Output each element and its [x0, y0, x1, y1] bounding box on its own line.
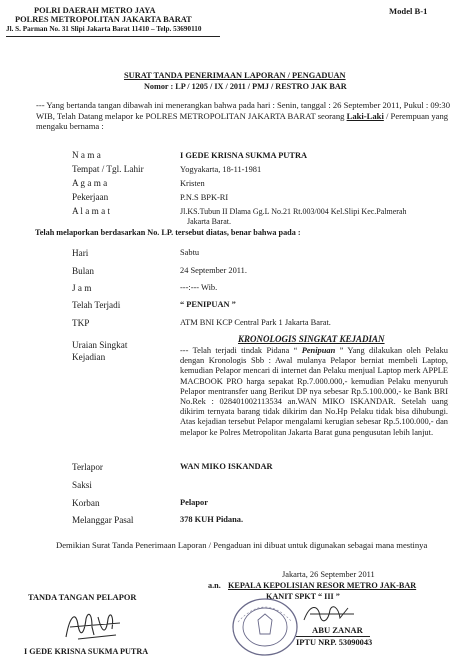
identity-value-birth: Yogyakarta, 18-11-1981	[180, 165, 262, 174]
event-label-occurred: Telah Terjadi	[72, 300, 121, 310]
intro-text: --- Yang bertanda tangan dibawah ini menerangkan bahwa pada hari : Senin, tanggal : 26 September 2011, Pukul : 09:30 WIB, Telah Datang melapor ke POLRES METROPOLITAN JAKARTA BARAT seorang	[36, 100, 450, 121]
identity-label-birth: Tempat / Tgl. Lahir	[72, 164, 144, 174]
report-statement: Telah melaporkan berdasarkan No. LP. tersebut diatas, benar bahwa pada :	[35, 228, 301, 237]
header-underline	[6, 36, 220, 37]
identity-label-religion: A g a m a	[72, 178, 108, 188]
identity-value-address: Jl.KS.Tubun II Dlama Gg.L No.21 Rt.003/004 Kel.Slipi Kec.Palmerah	[180, 207, 407, 216]
kronologis-paragraph	[180, 346, 448, 438]
party-value-pasal: 378 KUH Pidana.	[180, 515, 244, 524]
uraian-label-1: Uraian Singkat	[72, 340, 128, 350]
header-agency: POLRI DAERAH METRO JAYA	[34, 6, 156, 15]
header-address: Jl. S. Parman No. 31 Slipi Jakarta Barat 11410 – Telp. 53690110	[6, 25, 202, 33]
sign-an-title: KEPALA KEPOLISIAN RESOR METRO JAK-BAR	[228, 581, 417, 590]
sign-kanit: KANIT SPKT “ III ”	[266, 592, 340, 601]
sign-left-title: TANDA TANGAN PELAPOR	[28, 593, 137, 602]
header-unit: POLRES METROPOLITAN JAKARTA BARAT	[15, 15, 192, 24]
sign-place-date: Jakarta, 26 September 2011	[282, 570, 375, 579]
party-label-saksi: Saksi	[72, 480, 92, 490]
identity-value-address-2: Jakarta Barat.	[187, 217, 231, 226]
officer-signature	[300, 600, 360, 628]
uraian-label-2: Kejadian	[72, 352, 106, 362]
party-label-terlapor: Terlapor	[72, 462, 103, 472]
identity-label-job: Pekerjaan	[72, 192, 109, 202]
identity-label-name: N a m a	[72, 150, 101, 160]
event-value-time: ---:--- Wib.	[180, 283, 218, 292]
event-value-day: Sabtu	[180, 248, 200, 257]
reporter-name: I GEDE KRISNA SUKMA PUTRA	[24, 647, 149, 656]
closing-paragraph: Demikian Surat Tanda Penerimaan Laporan / Pengaduan ini dibuat untuk digunakan sebagai mana mestinya	[56, 540, 428, 550]
event-label-tkp: TKP	[72, 318, 90, 328]
officer-name: ABU ZANAR	[312, 625, 363, 635]
kronologis-crime: Penipuan	[301, 346, 336, 355]
sign-an-prefix: a.n.	[208, 581, 221, 590]
kronologis-start: --- Telah terjadi tindak Pidana “	[180, 346, 302, 355]
event-label-day: Hari	[72, 248, 89, 258]
identity-value-name: I GEDE KRISNA SUKMA PUTRA	[180, 151, 308, 160]
document-title: SURAT TANDA PENERIMAAN LAPORAN / PENGADUAN	[124, 71, 346, 80]
event-value-tkp: ATM BNI KCP Central Park 1 Jakarta Barat.	[180, 318, 331, 327]
official-stamp	[230, 596, 300, 658]
party-value-terlapor: WAN MIKO ISKANDAR	[180, 462, 273, 471]
reporter-signature	[58, 605, 128, 645]
identity-label-address: A l a m a t	[72, 206, 111, 216]
officer-id: IPTU NRP. 53090043	[296, 638, 373, 647]
gender-male: Laki-Laki	[346, 110, 384, 121]
event-value-occurred: “ PENIPUAN ”	[180, 300, 236, 309]
event-label-month: Bulan	[72, 266, 94, 276]
party-label-pasal: Melanggar Pasal	[72, 515, 134, 525]
intro-paragraph	[36, 100, 450, 132]
event-label-time: J a m	[72, 283, 92, 293]
officer-name-underline	[296, 636, 370, 637]
event-value-month: 24 September 2011.	[180, 266, 247, 275]
identity-value-job: P.N.S BPK-RI	[180, 193, 229, 202]
kronologis-heading: KRONOLOGIS SINGKAT KEJADIAN	[238, 334, 385, 344]
party-value-korban: Pelapor	[180, 498, 208, 507]
gender-rest: / Perempuan yang mengaku bernama :	[36, 110, 449, 132]
kronologis-body: ” Yang dilakukan oleh Pelaku dengan Kronologis Sbb : Awal mulanya Pelapor berniat membeli Laptop, kemudian Pelapor mencari di internet dan Pelaku menjual Laptop merk APPLE MACBOOK PRO harga sepakat Rp.7.000.000,- kemudian Pelaku menyuruh Pelapor mentransfer uang Berikut DP nya sebesar Rp.5.100.000,- ke Bank BRI No.Rek : 028401002113534 an.WAN MIKO ISKANDAR. Setelah uang dikirim ternyata barang tidak dikirim dan No.Hp Pelaku tidak bisa dihubungi. Atas kejadian tersebut Pelapor mengalami kerugian sebesar Rp.5.100.000,- dan melapor ke Polres Metropolitan Jakarta Barat guna pengusutan lebih lanjut.	[180, 346, 448, 437]
party-label-korban: Korban	[72, 498, 100, 508]
identity-value-religion: Kristen	[180, 179, 205, 188]
form-model: Model B-1	[389, 6, 428, 16]
document-number: Nomor : LP / 1205 / IX / 2011 / PMJ / RESTRO JAK BAR	[144, 82, 347, 91]
